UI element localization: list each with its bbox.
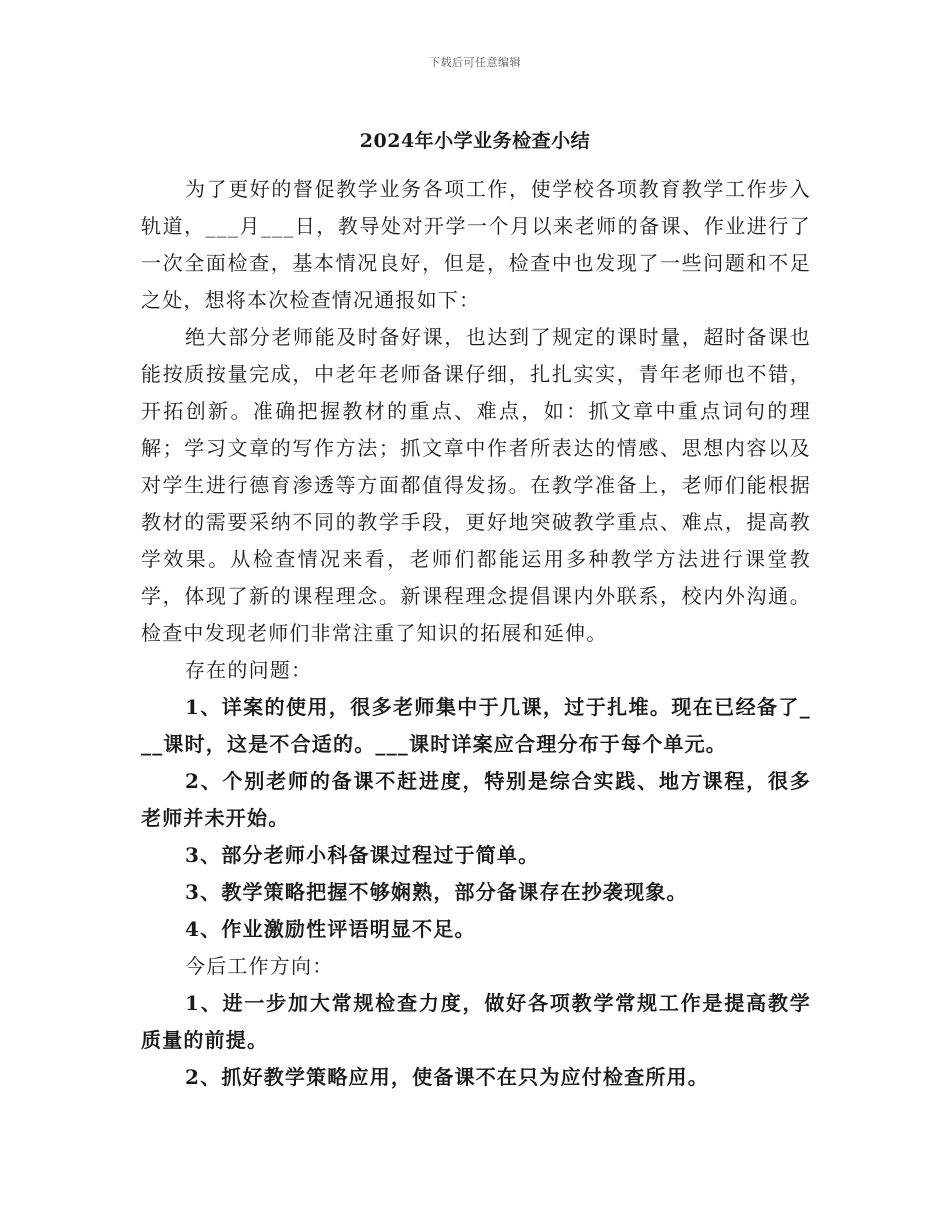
header-note: 下载后可任意编辑 — [429, 56, 521, 69]
problem-item-3b: 3、教学策略把握不够娴熟，部分备课存在抄袭现象。 — [185, 880, 688, 904]
future-item-1: 1、进一步加大常规检查力度，做好各项教学常规工作是提高教学质量的前提。 — [141, 991, 811, 1052]
paragraph-findings: 绝大部分老师能及时备好课，也达到了规定的课时量，超时备课也能按质按量完成，中老年老师备课仔细，扎扎实实，青年老师也不错，开拓创新。准确把握教材的重点、难点，如：抓文章中重点词句的理解；学习文章的写作方法；抓文章中作者所表达的情感、思想内容以及对学生进行德育渗透等方面都值得发扬。在教学准备上，老师们能根据教材的需要采纳不同的教学手段，更好地突破教学重点、难点，提高教学效果。从检查情况来看，老师们都能运用多种教学方法进行课堂教学，体现了新的课程理念。新课程理念提倡课内外联系，校内外沟通。检查中发现老师们非常注重了知识的拓展和延伸。 — [141, 325, 811, 645]
problem-item-1: 1、详案的使用，很多老师集中于几课，过于扎堆。现在已经备了___课时，这是不合适的。___课时详案应合理分布于每个单元。 — [141, 695, 811, 756]
document-body — [141, 171, 811, 1096]
problem-item-4: 4、作业激励性评语明显不足。 — [185, 917, 476, 941]
problem-item-3a: 3、部分老师小科备课过程过于简单。 — [185, 843, 540, 867]
document-title: 2024年小学业务检查小结 — [359, 130, 591, 152]
heading-future-work: 今后工作方向： — [185, 954, 334, 978]
heading-problems: 存在的问题： — [185, 658, 313, 682]
future-item-2: 2、抓好教学策略应用，使备课不在只为应付检查所用。 — [185, 1065, 709, 1089]
paragraph-intro: 为了更好的督促教学业务各项工作，使学校各项教育教学工作步入轨道，___月___日，教导处对开学一个月以来老师的备课、作业进行了一次全面检查，基本情况良好，但是，检查中也发现了一些问题和不足之处，想将本次检查情况通报如下： — [141, 177, 811, 312]
problem-item-2: 2、个别老师的备课不赶进度，特别是综合实践、地方课程，很多老师并未开始。 — [141, 769, 811, 830]
